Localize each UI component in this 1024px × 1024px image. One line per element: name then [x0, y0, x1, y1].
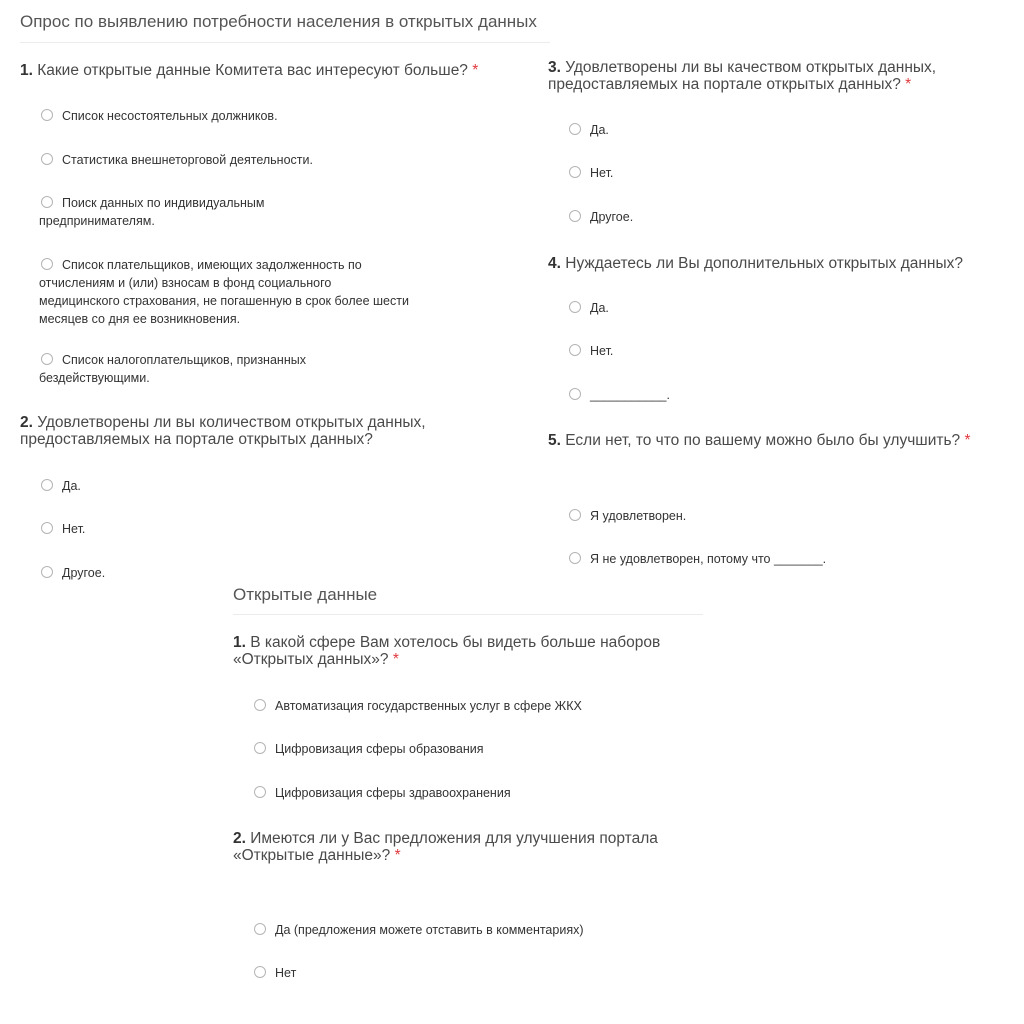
radio-button[interactable] — [569, 166, 581, 178]
radio-button[interactable] — [569, 344, 581, 356]
required-asterisk: * — [467, 62, 479, 79]
question-3 — [548, 59, 988, 93]
option-housing-services-automation[interactable] — [252, 697, 582, 715]
option-label: Нет. — [62, 522, 86, 536]
option-label: Нет. — [590, 344, 614, 358]
option-no[interactable] — [39, 520, 85, 538]
question-text: Удовлетворены ли вы количеством открытых данных, предоставляемых на портале открытых данных? — [20, 414, 426, 448]
radio-button[interactable] — [569, 509, 581, 521]
option-insolvent-debtors[interactable] — [39, 107, 419, 125]
question-number: 2. — [233, 830, 246, 847]
option-other[interactable] — [39, 564, 105, 582]
option-label: Да. — [62, 479, 81, 493]
option-label: Нет — [275, 966, 297, 980]
radio-button[interactable] — [569, 301, 581, 313]
question-1 — [233, 634, 693, 668]
option-not-satisfied[interactable] — [567, 550, 826, 568]
option-label: Цифровизация сферы образования — [275, 742, 484, 756]
question-text: Нуждаетесь ли Вы дополнительных открытых данных? — [560, 255, 963, 272]
option-healthcare-digitalization[interactable] — [252, 784, 511, 802]
required-asterisk: * — [900, 76, 912, 93]
option-label: Список несостоятельных должников. — [62, 109, 278, 123]
radio-button[interactable] — [41, 153, 53, 165]
option-label: Нет. — [590, 166, 614, 180]
radio-button[interactable] — [41, 522, 53, 534]
required-asterisk: * — [960, 432, 971, 449]
radio-button[interactable] — [569, 123, 581, 135]
option-label: Да. — [590, 301, 609, 315]
option-label: Автоматизация государственных услуг в сфере ЖКХ — [275, 699, 582, 713]
radio-button[interactable] — [254, 786, 266, 798]
option-label: Да. — [590, 123, 609, 137]
radio-button[interactable] — [569, 552, 581, 564]
option-label: Список плательщиков, имеющих задолженность по отчислениям и (или) взносам в фонд социального медицинского страхования, не погашенную в срок более шести месяцев со дня ее возникновения. — [39, 258, 409, 326]
radio-button[interactable] — [41, 566, 53, 578]
radio-button[interactable] — [41, 109, 53, 121]
radio-button[interactable] — [254, 923, 266, 935]
question-text: В какой сфере Вам хотелось бы видеть больше наборов «Открытых данных»? — [233, 634, 661, 668]
radio-button[interactable] — [569, 388, 581, 400]
option-no[interactable] — [567, 164, 613, 182]
option-blank-fill[interactable] — [567, 386, 670, 404]
question-number: 2. — [20, 414, 33, 431]
option-label: Список налогоплательщиков, признанных бездействующими. — [39, 353, 306, 385]
option-no[interactable] — [252, 964, 296, 982]
option-label: Я удовлетворен. — [590, 509, 687, 523]
question-text: Имеются ли у Вас предложения для улучшения портала «Открытые данные»? — [233, 830, 658, 864]
option-label: Я не удовлетворен, потому что _______. — [590, 552, 827, 566]
survey-title: Открытые данные — [233, 585, 378, 604]
question-1 — [20, 62, 520, 79]
option-other[interactable] — [567, 208, 633, 226]
question-number: 5. — [548, 432, 561, 449]
question-number: 1. — [20, 62, 33, 79]
option-label: Статистика внешнеторговой деятельности. — [62, 153, 313, 167]
required-asterisk: * — [388, 651, 399, 668]
question-text: Если нет, то что по вашему можно было бы улучшить? — [560, 432, 961, 449]
option-yes[interactable] — [567, 299, 609, 317]
option-label: Цифровизация сферы здравоохранения — [275, 786, 511, 800]
question-2 — [20, 414, 460, 448]
option-label: ___________. — [590, 388, 670, 402]
option-education-digitalization[interactable] — [252, 740, 484, 758]
title-divider — [233, 614, 703, 615]
radio-button[interactable] — [254, 699, 266, 711]
option-yes[interactable] — [39, 477, 81, 495]
radio-button[interactable] — [41, 479, 53, 491]
question-number: 4. — [548, 255, 561, 272]
question-number: 3. — [548, 59, 561, 76]
survey-title: Опрос по выявлению потребности населения в открытых данных — [20, 12, 537, 31]
option-label: Другое. — [62, 566, 106, 580]
question-text: Какие открытые данные Комитета вас интересуют больше? — [32, 62, 468, 79]
radio-button[interactable] — [254, 966, 266, 978]
question-text: Удовлетворены ли вы качеством открытых данных, предоставляемых на портале открытых данных? — [548, 59, 937, 93]
option-label: Другое. — [590, 210, 634, 224]
title-divider — [20, 42, 550, 43]
radio-button[interactable] — [41, 196, 53, 208]
question-5 — [548, 432, 1018, 449]
option-label: Поиск данных по индивидуальным предпринимателям. — [39, 196, 265, 228]
option-individual-entrepreneurs[interactable] — [39, 194, 309, 230]
option-satisfied[interactable] — [567, 507, 686, 525]
option-yes[interactable] — [567, 121, 609, 139]
option-foreign-trade-stats[interactable] — [39, 151, 419, 169]
radio-button[interactable] — [41, 258, 53, 270]
question-number: 1. — [233, 634, 246, 651]
option-inactive-taxpayers[interactable] — [39, 351, 349, 387]
required-asterisk: * — [390, 847, 401, 864]
option-yes-with-comments[interactable] — [252, 921, 584, 939]
radio-button[interactable] — [569, 210, 581, 222]
question-2 — [233, 830, 693, 864]
radio-button[interactable] — [254, 742, 266, 754]
option-label: Да (предложения можете отставить в комментариях) — [275, 923, 584, 937]
question-4 — [548, 255, 1008, 272]
option-no[interactable] — [567, 342, 613, 360]
radio-button[interactable] — [41, 353, 53, 365]
option-payers-with-debt[interactable] — [39, 256, 411, 328]
